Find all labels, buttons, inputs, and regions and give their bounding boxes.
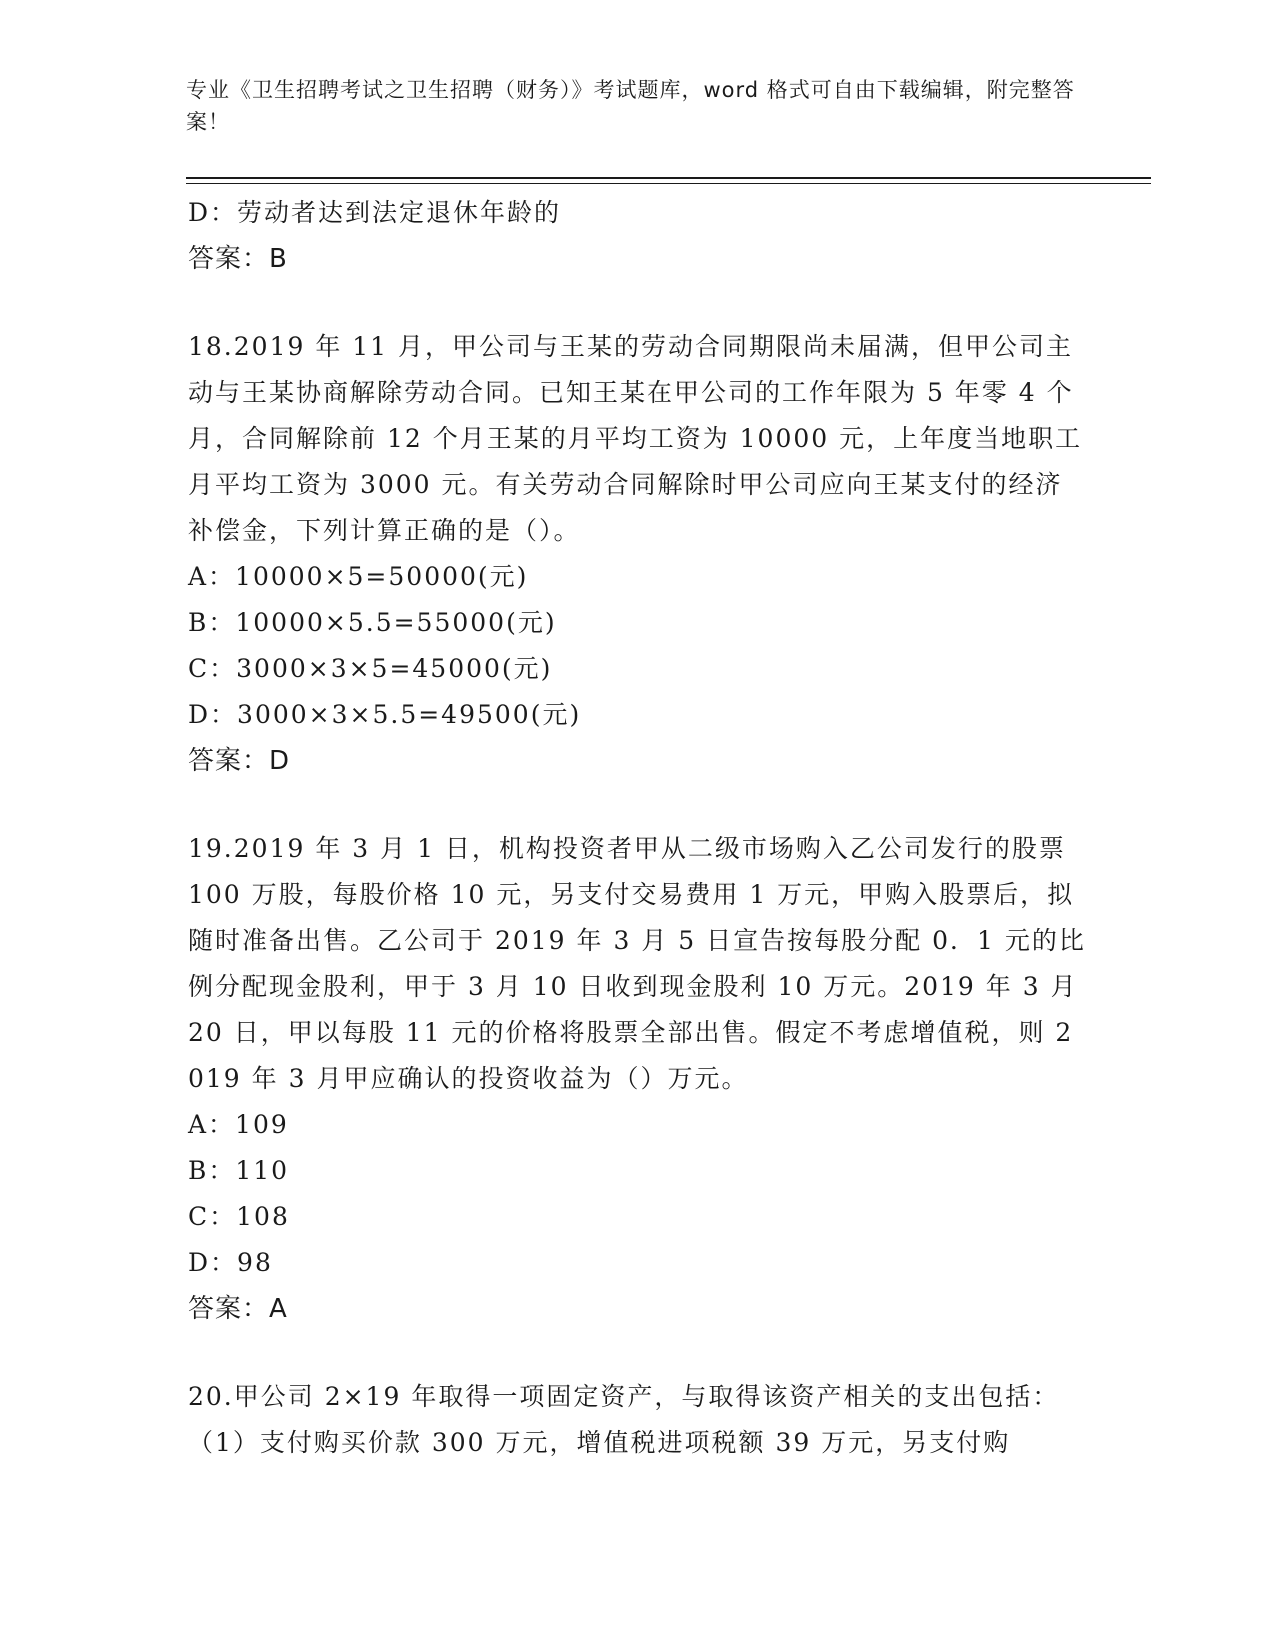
q19-option-a: A：109 bbox=[188, 1110, 289, 1139]
header-divider-thin bbox=[186, 183, 1151, 184]
q19-answer: 答案：A bbox=[188, 1294, 288, 1324]
spacer bbox=[188, 1332, 1088, 1374]
q19-option-c: C：108 bbox=[188, 1202, 290, 1231]
q19-option-d: D：98 bbox=[188, 1248, 273, 1277]
q18-option-c: C：3000×3×5=45000(元) bbox=[188, 654, 553, 683]
document-header: 专业《卫生招聘考试之卫生招聘（财务）》考试题库，word 格式可自由下载编辑，附完整答案！ bbox=[186, 78, 1075, 134]
q18-option-d: D：3000×3×5.5=49500(元) bbox=[188, 700, 582, 729]
q19-stem: 19.2019 年 3 月 1 日，机构投资者甲从二级市场购入乙公司发行的股票 100 万股，每股价格 10 元，另支付交易费用 1 万元，甲购入股票后，拟随时准备出售。乙公司于 2019 年 3 月 5 日宣告按每股分配 0．1 元的比例分配现金股利，甲于 3 月 10 日收到现金股利 10 万元。2019 年 3 月 20 日，甲以每股 11 元的价格将股票全部出售。假定不考虑增值税，则 2019 年 3 月甲应确认的投资收益为（）万元。 bbox=[188, 834, 1086, 1093]
spacer bbox=[188, 282, 1088, 324]
q18-answer: 答案：D bbox=[188, 746, 291, 776]
q18-option-b: B：10000×5.5=55000(元) bbox=[188, 608, 557, 637]
q17-answer: 答案：B bbox=[188, 244, 288, 274]
q18-option-a: A：10000×5=50000(元) bbox=[188, 562, 529, 591]
spacer bbox=[188, 784, 1088, 826]
q20-stem: 20.甲公司 2×19 年取得一项固定资产，与取得该资产相关的支出包括：（1）支付购买价款 300 万元，增值税进项税额 39 万元，另支付购 bbox=[188, 1382, 1060, 1457]
q18-stem: 18.2019 年 11 月，甲公司与王某的劳动合同期限尚未届满，但甲公司主动与王某协商解除劳动合同。已知王某在甲公司的工作年限为 5 年零 4 个月，合同解除前 12 个月王某的月平均工资为 10000 元，上年度当地职工月平均工资为 3000 元。有关劳动合同解除时甲公司应向王某支付的经济补偿金，下列计算正确的是（）。 bbox=[188, 332, 1083, 545]
q19-option-b: B：110 bbox=[188, 1156, 290, 1185]
question-content bbox=[188, 190, 1088, 1466]
header-divider bbox=[186, 177, 1151, 179]
q17-option-d: D：劳动者达到法定退休年龄的 bbox=[188, 198, 562, 227]
